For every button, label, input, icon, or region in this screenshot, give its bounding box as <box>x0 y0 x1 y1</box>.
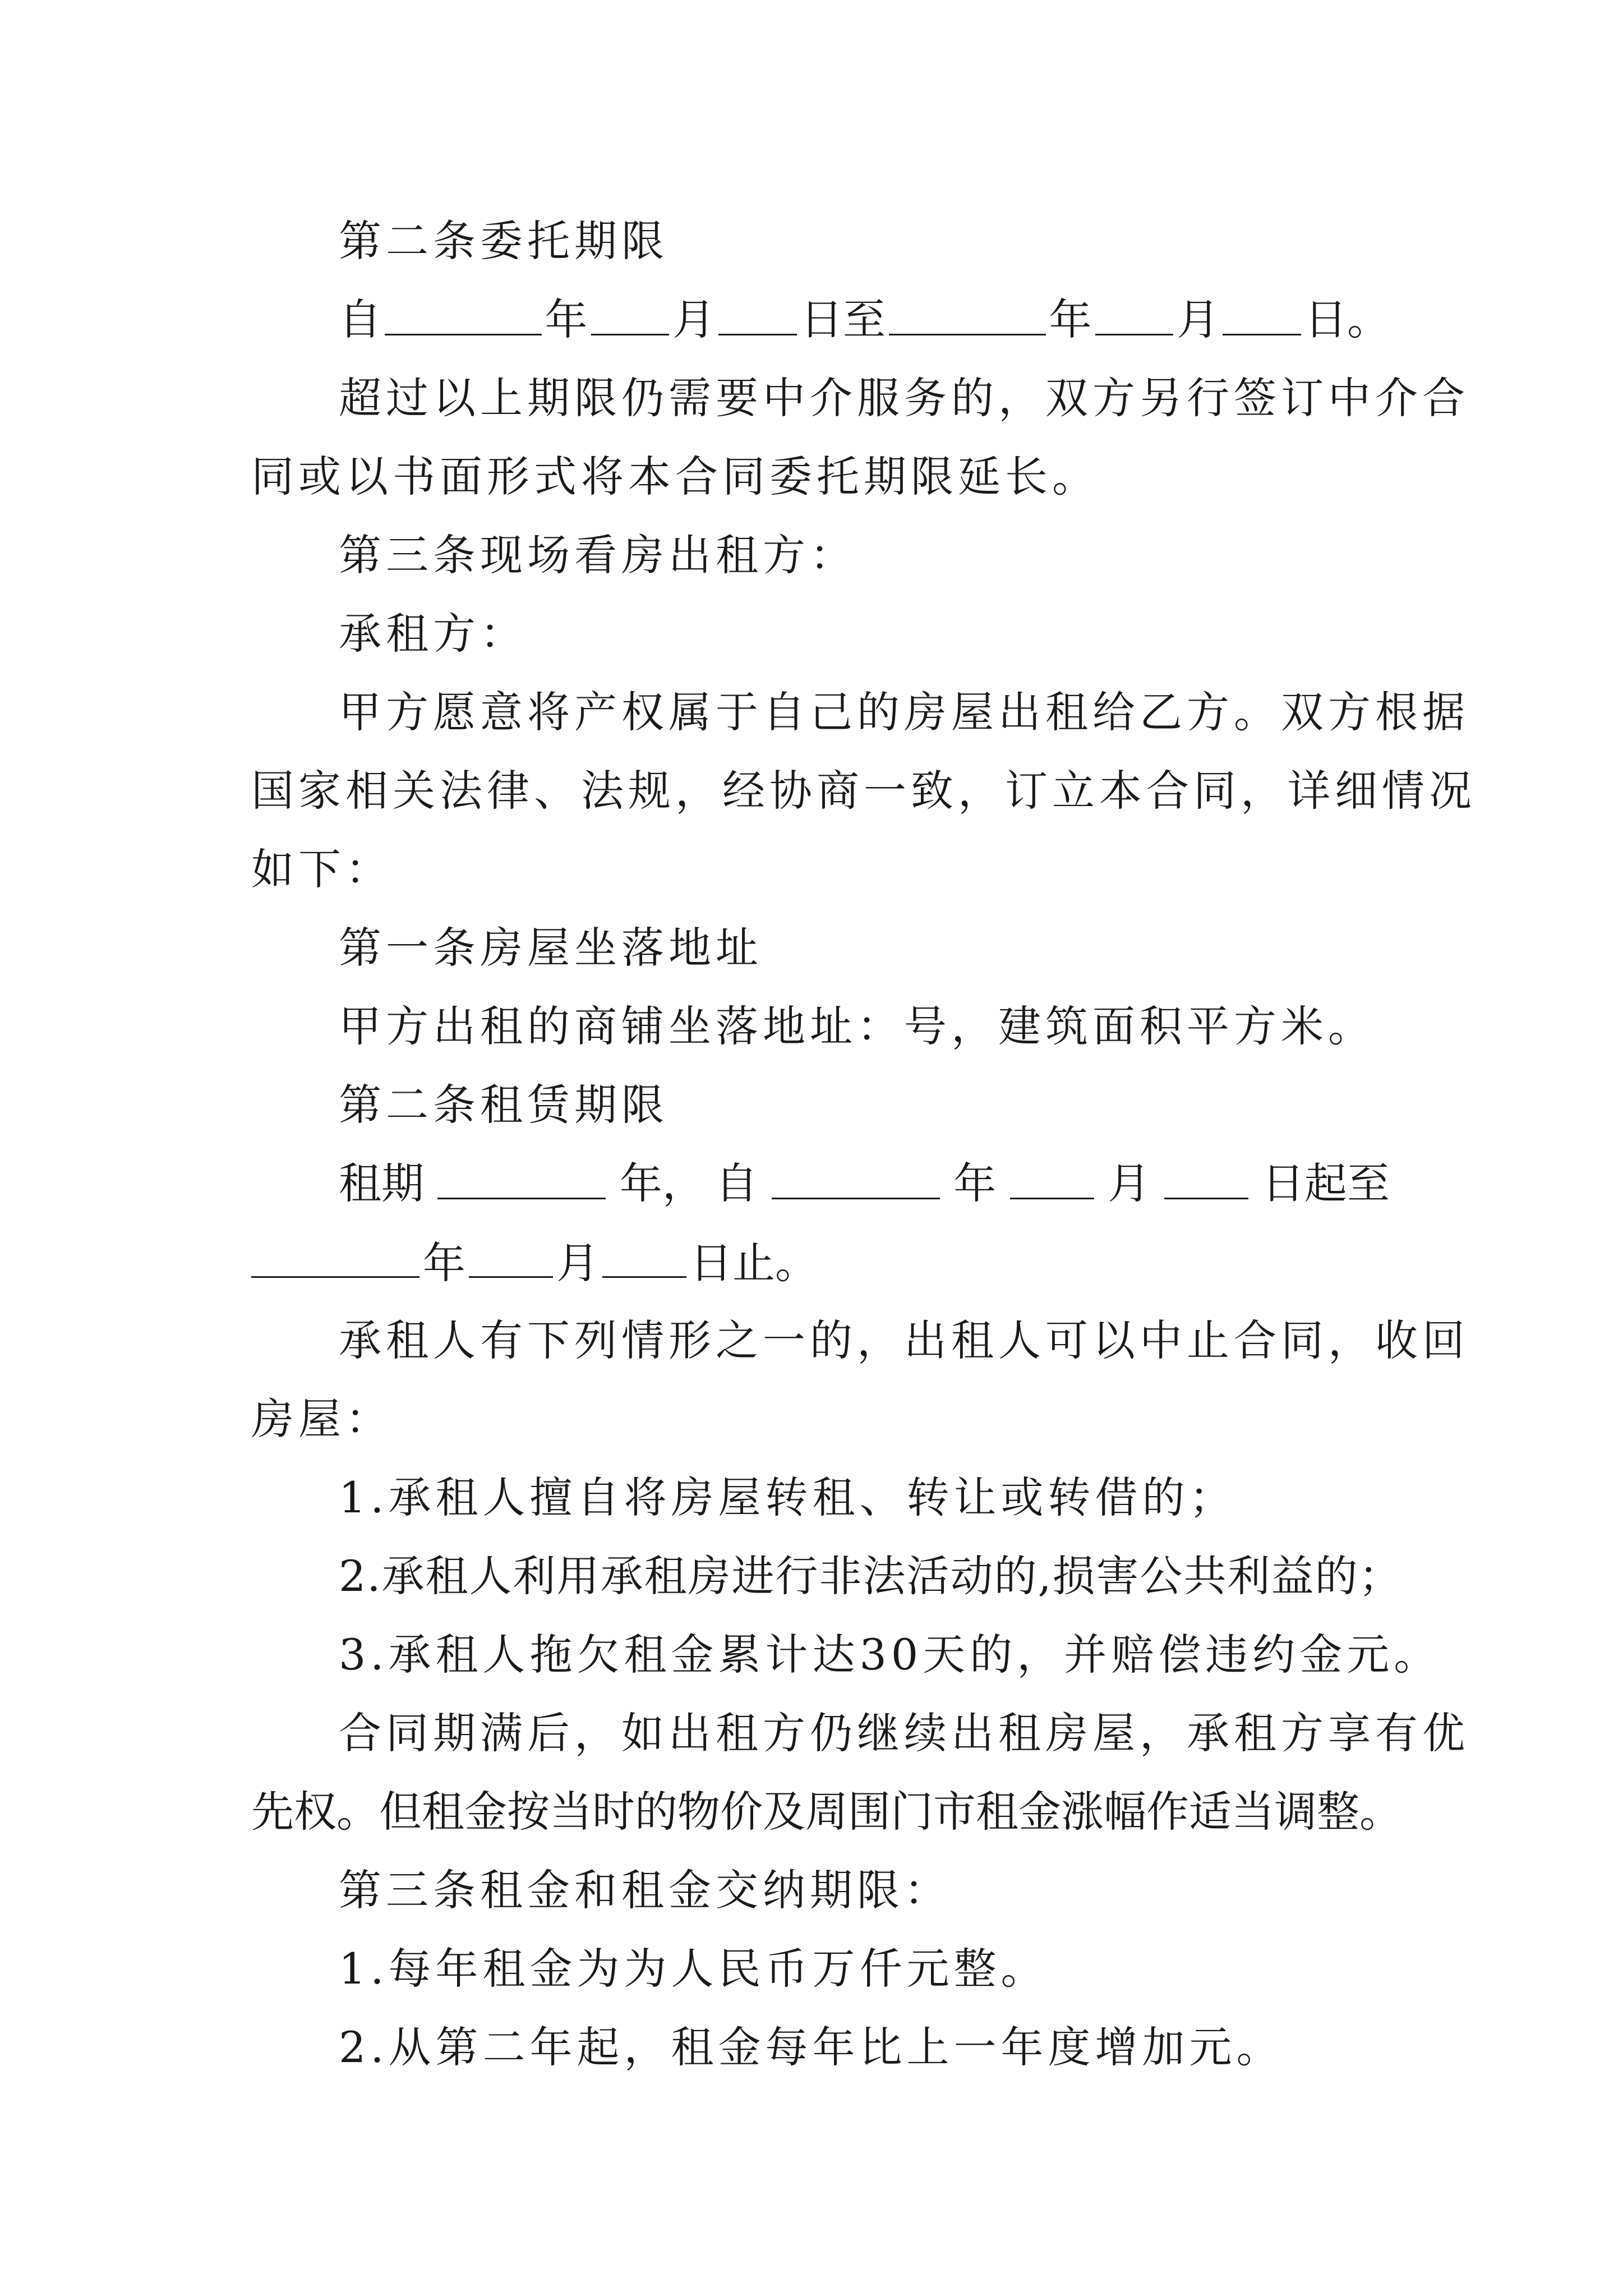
text-month: 月 <box>556 1238 599 1288</box>
paragraph-line: 先权。但租金按当时的物价及周围门市租金涨幅作适当调整。 <box>251 1787 1402 1837</box>
blank-month <box>591 295 670 335</box>
paragraph-line: 同或以书面形式将本合同委托期限延长。 <box>251 452 1099 501</box>
paragraph-line: 合同期满后，如出租方仍继续出租房屋，承租方享有优 <box>339 1708 1469 1758</box>
blank-day <box>602 1237 686 1278</box>
blank-day <box>1164 1158 1248 1199</box>
text-term: 租期 <box>339 1158 424 1208</box>
paragraph-line: 甲方愿意将产权属于自己的房屋出租给乙方。双方根据 <box>339 687 1469 737</box>
lease-period-dates-cont <box>251 1237 1390 1289</box>
entrust-period-dates <box>339 295 1390 345</box>
heading-rent: 第三条租金和租金交纳期限： <box>339 1865 951 1915</box>
blank-year <box>251 1237 419 1278</box>
blank-month <box>1095 295 1174 335</box>
lease-period-dates <box>339 1158 1390 1209</box>
text-day-end: 日止。 <box>690 1238 818 1288</box>
text-month: 月 <box>1177 295 1220 344</box>
text-year: 年 <box>423 1238 465 1288</box>
list-item: 1.承租人擅自将房屋转租、转让或转借的； <box>339 1473 1237 1522</box>
blank-day <box>718 295 797 335</box>
blank-year <box>889 295 1046 335</box>
blank-year <box>385 295 542 335</box>
text-from: 自 <box>715 1158 758 1208</box>
text-day-to: 日至 <box>800 295 886 344</box>
blank-month <box>469 1237 553 1278</box>
blank-month <box>1010 1158 1094 1199</box>
address-line: 甲方出租的商铺坐落地址：号，建筑面积平方米。 <box>339 1001 1375 1051</box>
heading-entrust-period: 第二条委托期限 <box>339 216 668 266</box>
blank-day <box>1223 295 1301 335</box>
list-item: 2.从第二年起，租金每年比上一年度增加元。 <box>339 2022 1284 2072</box>
text-month: 月 <box>1108 1158 1151 1208</box>
blank-year <box>772 1158 940 1199</box>
list-item: 3.承租人拖欠租金累计达30天的，并赔偿违约金元。 <box>339 1630 1441 1680</box>
blank-years <box>437 1158 606 1199</box>
tenant-label: 承租方： <box>339 609 527 659</box>
text-years: 年， <box>619 1158 705 1208</box>
text-year: 年 <box>1049 295 1092 344</box>
heading-lease-period: 第二条租赁期限 <box>339 1080 668 1130</box>
list-item: 1.每年租金为为人民币万仟元整。 <box>339 1944 1048 1994</box>
paragraph-line: 超过以上期限仍需要中介服务的，双方另行签订中介合 <box>339 373 1469 423</box>
paragraph-line: 承租人有下列情形之一的，出租人可以中止合同，收回 <box>339 1315 1469 1365</box>
paragraph-line: 国家相关法律、法规，经协商一致，订立本合同，详细情况 <box>251 766 1476 816</box>
text-from: 自 <box>339 295 381 344</box>
heading-address: 第一条房屋坐落地址 <box>339 923 763 973</box>
list-item: 2.承租人利用承租房进行非法活动的,损害公共利益的； <box>339 1551 1403 1601</box>
text-year: 年 <box>953 1158 997 1208</box>
paragraph-line: 如下： <box>251 844 393 894</box>
text-day-end: 日。 <box>1304 295 1390 344</box>
text-month: 月 <box>672 295 716 344</box>
paragraph-line: 房屋： <box>251 1394 393 1444</box>
heading-viewing: 第三条现场看房出租方： <box>339 530 857 580</box>
text-day-to: 日起至 <box>1261 1158 1390 1208</box>
text-year: 年 <box>545 295 588 344</box>
